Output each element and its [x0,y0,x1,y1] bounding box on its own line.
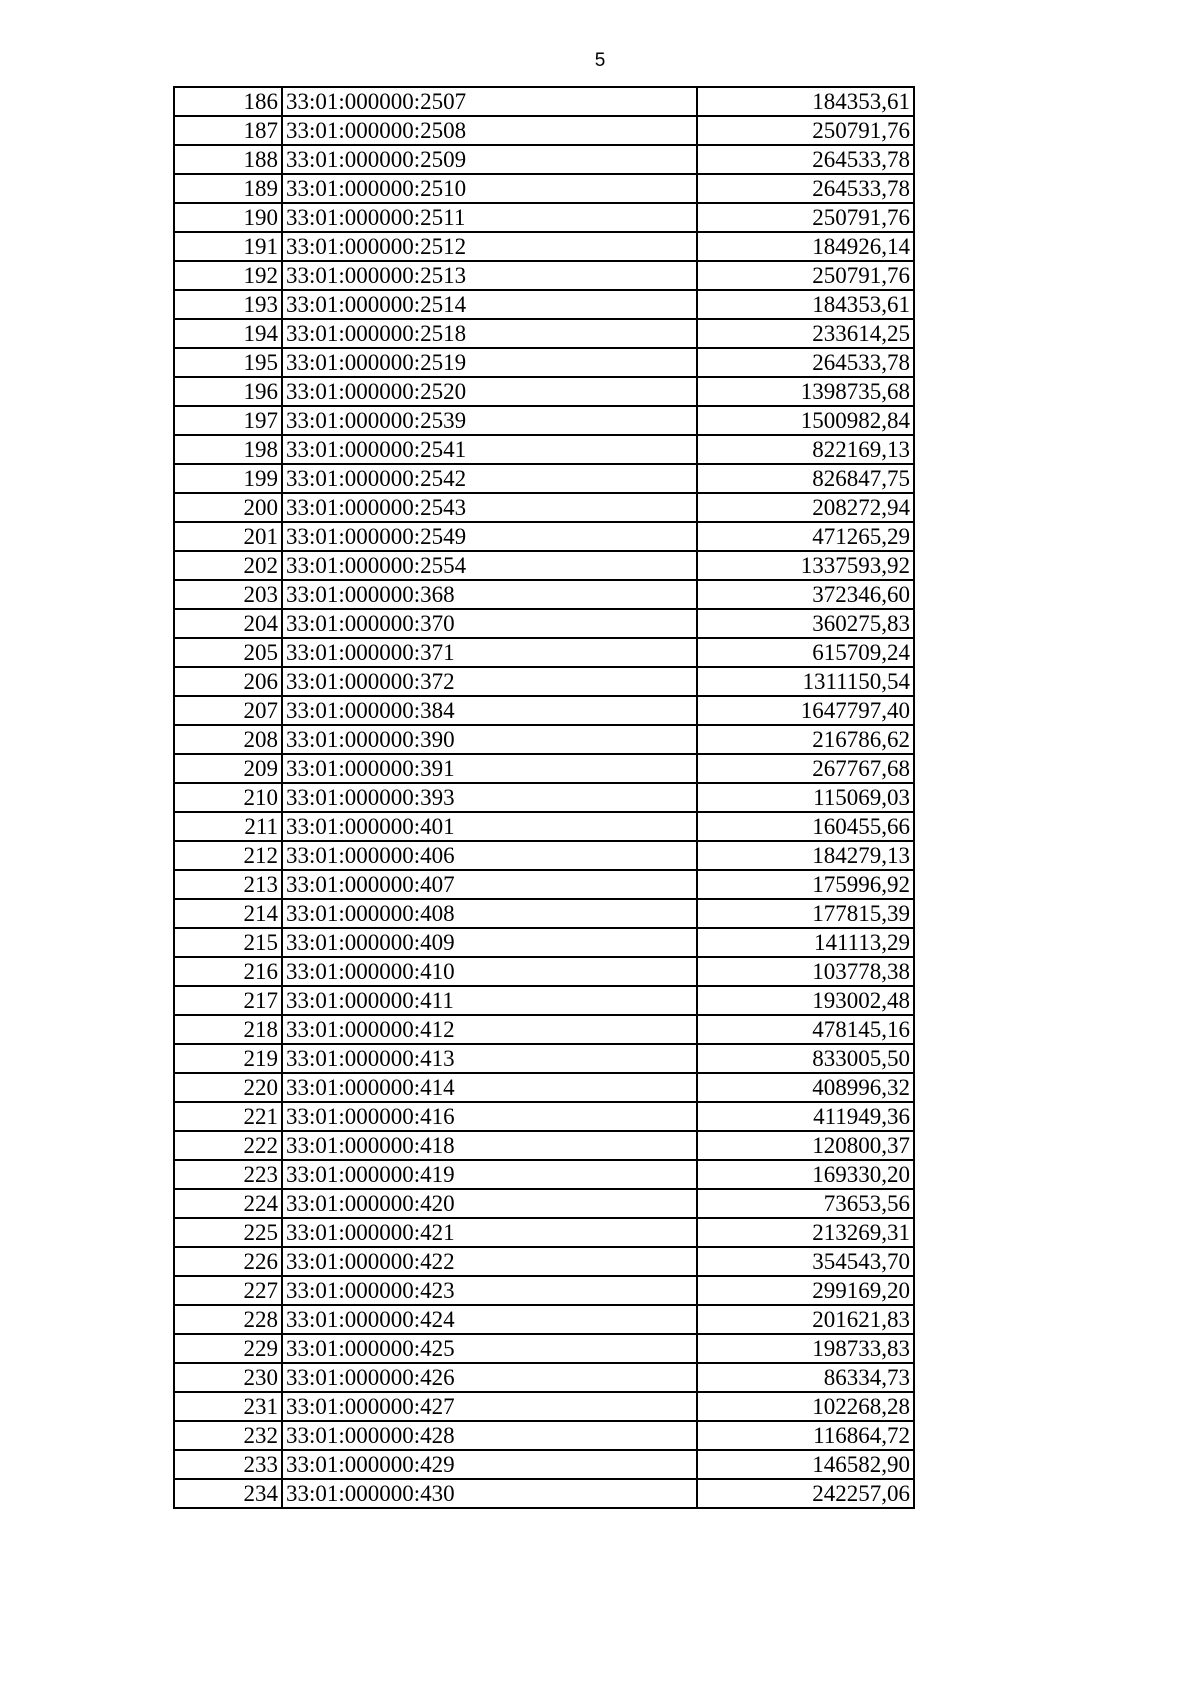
table-row [174,87,914,116]
table-row [174,1102,914,1131]
cadastral-number-cell: 33:01:000000:372 [282,667,697,696]
cadastral-number-cell: 33:01:000000:371 [282,638,697,667]
cadastral-value-cell: 86334,73 [697,1363,914,1392]
cadastral-value-cell: 233614,25 [697,319,914,348]
cadastral-number-cell: 33:01:000000:2513 [282,261,697,290]
table-row [174,580,914,609]
cadastral-number-cell: 33:01:000000:406 [282,841,697,870]
cadastral-number-cell: 33:01:000000:420 [282,1189,697,1218]
cadastral-value-cell: 184353,61 [697,87,914,116]
cadastral-number-cell: 33:01:000000:428 [282,1421,697,1450]
row-number-cell: 224 [174,1189,282,1218]
cadastral-value-cell: 242257,06 [697,1479,914,1508]
cadastral-number-cell: 33:01:000000:370 [282,609,697,638]
cadastral-value-cell: 141113,29 [697,928,914,957]
table-row [174,696,914,725]
cadastral-number-cell: 33:01:000000:419 [282,1160,697,1189]
cadastral-number-cell: 33:01:000000:409 [282,928,697,957]
cadastral-value-cell: 615709,24 [697,638,914,667]
cadastral-number-cell: 33:01:000000:411 [282,986,697,1015]
cadastral-value-cell: 103778,38 [697,957,914,986]
page-number: 5 [594,50,606,71]
cadastral-value-cell: 184279,13 [697,841,914,870]
table-row [174,841,914,870]
cadastral-value-cell: 216786,62 [697,725,914,754]
cadastral-value-cell: 833005,50 [697,1044,914,1073]
cadastral-number-cell: 33:01:000000:430 [282,1479,697,1508]
cadastral-number-cell: 33:01:000000:2543 [282,493,697,522]
row-number-cell: 199 [174,464,282,493]
table-row [174,754,914,783]
cadastral-value-cell: 175996,92 [697,870,914,899]
row-number-cell: 208 [174,725,282,754]
table-row [174,1247,914,1276]
row-number-cell: 193 [174,290,282,319]
cadastral-number-cell: 33:01:000000:412 [282,1015,697,1044]
cadastral-number-cell: 33:01:000000:427 [282,1392,697,1421]
cadastral-value-cell: 267767,68 [697,754,914,783]
cadastral-value-cell: 184926,14 [697,232,914,261]
row-number-cell: 194 [174,319,282,348]
cadastral-number-cell: 33:01:000000:2541 [282,435,697,464]
cadastral-number-cell: 33:01:000000:393 [282,783,697,812]
cadastral-number-cell: 33:01:000000:2514 [282,290,697,319]
table-row [174,609,914,638]
row-number-cell: 223 [174,1160,282,1189]
table-row [174,1421,914,1450]
row-number-cell: 195 [174,348,282,377]
table-row [174,522,914,551]
cadastral-number-cell: 33:01:000000:391 [282,754,697,783]
cadastral-number-cell: 33:01:000000:2511 [282,203,697,232]
table-row [174,1305,914,1334]
row-number-cell: 213 [174,870,282,899]
cadastral-value-cell: 120800,37 [697,1131,914,1160]
cadastral-number-cell: 33:01:000000:418 [282,1131,697,1160]
row-number-cell: 198 [174,435,282,464]
cadastral-value-cell: 264533,78 [697,174,914,203]
table-row [174,957,914,986]
cadastral-number-cell: 33:01:000000:423 [282,1276,697,1305]
row-number-cell: 217 [174,986,282,1015]
row-number-cell: 230 [174,1363,282,1392]
row-number-cell: 204 [174,609,282,638]
cadastral-number-cell: 33:01:000000:408 [282,899,697,928]
cadastral-value-cell: 299169,20 [697,1276,914,1305]
table-row [174,1392,914,1421]
table-row [174,928,914,957]
cadastral-value-cell: 177815,39 [697,899,914,928]
row-number-cell: 189 [174,174,282,203]
row-number-cell: 233 [174,1450,282,1479]
cadastral-value-cell: 408996,32 [697,1073,914,1102]
cadastral-value-cell: 1500982,84 [697,406,914,435]
row-number-cell: 227 [174,1276,282,1305]
cadastral-number-cell: 33:01:000000:2507 [282,87,697,116]
cadastral-value-cell: 193002,48 [697,986,914,1015]
row-number-cell: 188 [174,145,282,174]
table-row [174,812,914,841]
row-number-cell: 186 [174,87,282,116]
row-number-cell: 200 [174,493,282,522]
row-number-cell: 197 [174,406,282,435]
row-number-cell: 205 [174,638,282,667]
row-number-cell: 225 [174,1218,282,1247]
row-number-cell: 220 [174,1073,282,1102]
row-number-cell: 229 [174,1334,282,1363]
row-number-cell: 196 [174,377,282,406]
table-row [174,1218,914,1247]
cadastral-value-cell: 250791,76 [697,261,914,290]
row-number-cell: 221 [174,1102,282,1131]
cadastral-number-cell: 33:01:000000:2542 [282,464,697,493]
row-number-cell: 234 [174,1479,282,1508]
cadastral-value-cell: 115069,03 [697,783,914,812]
cadastral-number-cell: 33:01:000000:2518 [282,319,697,348]
row-number-cell: 210 [174,783,282,812]
table-row [174,870,914,899]
cadastral-number-cell: 33:01:000000:414 [282,1073,697,1102]
table-row [174,464,914,493]
cadastral-value-cell: 360275,83 [697,609,914,638]
cadastral-number-cell: 33:01:000000:407 [282,870,697,899]
cadastral-value-cell: 73653,56 [697,1189,914,1218]
row-number-cell: 226 [174,1247,282,1276]
cadastral-value-cell: 822169,13 [697,435,914,464]
cadastral-value-cell: 169330,20 [697,1160,914,1189]
table-row [174,232,914,261]
cadastral-number-cell: 33:01:000000:2549 [282,522,697,551]
table-row [174,116,914,145]
cadastral-value-cell: 102268,28 [697,1392,914,1421]
row-number-cell: 209 [174,754,282,783]
cadastral-value-cell: 146582,90 [697,1450,914,1479]
cadastral-number-cell: 33:01:000000:426 [282,1363,697,1392]
cadastral-number-cell: 33:01:000000:410 [282,957,697,986]
row-number-cell: 219 [174,1044,282,1073]
cadastral-number-cell: 33:01:000000:390 [282,725,697,754]
row-number-cell: 216 [174,957,282,986]
row-number-cell: 187 [174,116,282,145]
table-row [174,319,914,348]
table-row [174,1479,914,1508]
cadastral-number-cell: 33:01:000000:2512 [282,232,697,261]
cadastral-number-cell: 33:01:000000:429 [282,1450,697,1479]
cadastral-number-cell: 33:01:000000:425 [282,1334,697,1363]
cadastral-value-cell: 478145,16 [697,1015,914,1044]
table-row [174,1015,914,1044]
table-row [174,667,914,696]
cadastral-number-cell: 33:01:000000:421 [282,1218,697,1247]
row-number-cell: 191 [174,232,282,261]
cadastral-value-cell: 198733,83 [697,1334,914,1363]
row-number-cell: 214 [174,899,282,928]
cadastral-value-cell: 116864,72 [697,1421,914,1450]
row-number-cell: 215 [174,928,282,957]
cadastral-value-cell: 1398735,68 [697,377,914,406]
cadastral-number-cell: 33:01:000000:424 [282,1305,697,1334]
row-number-cell: 201 [174,522,282,551]
cadastral-number-cell: 33:01:000000:422 [282,1247,697,1276]
cadastral-value-cell: 372346,60 [697,580,914,609]
table-row [174,1363,914,1392]
cadastral-value-cell: 160455,66 [697,812,914,841]
table-row [174,1044,914,1073]
cadastral-number-cell: 33:01:000000:2554 [282,551,697,580]
table-row [174,406,914,435]
cadastral-number-cell: 33:01:000000:416 [282,1102,697,1131]
table-row [174,1073,914,1102]
cadastral-value-cell: 201621,83 [697,1305,914,1334]
cadastral-value-cell: 826847,75 [697,464,914,493]
row-number-cell: 206 [174,667,282,696]
table-row [174,290,914,319]
table-row [174,1334,914,1363]
table-row [174,1276,914,1305]
cadastral-value-cell: 250791,76 [697,116,914,145]
row-number-cell: 202 [174,551,282,580]
row-number-cell: 207 [174,696,282,725]
cadastral-number-cell: 33:01:000000:2539 [282,406,697,435]
table-body [174,87,914,1508]
table-row [174,1160,914,1189]
table-row [174,203,914,232]
table-row [174,174,914,203]
table-row [174,638,914,667]
table-row [174,1450,914,1479]
table-row [174,435,914,464]
cadastral-value-cell: 184353,61 [697,290,914,319]
table-row [174,493,914,522]
row-number-cell: 222 [174,1131,282,1160]
table-row [174,145,914,174]
cadastral-value-table [173,86,915,1509]
cadastral-value-cell: 250791,76 [697,203,914,232]
cadastral-value-cell: 1647797,40 [697,696,914,725]
table-row [174,725,914,754]
cadastral-value-cell: 213269,31 [697,1218,914,1247]
cadastral-value-cell: 264533,78 [697,145,914,174]
cadastral-number-cell: 33:01:000000:384 [282,696,697,725]
cadastral-value-cell: 1311150,54 [697,667,914,696]
table-row [174,377,914,406]
row-number-cell: 228 [174,1305,282,1334]
cadastral-number-cell: 33:01:000000:413 [282,1044,697,1073]
cadastral-number-cell: 33:01:000000:401 [282,812,697,841]
table-row [174,1131,914,1160]
cadastral-value-cell: 354543,70 [697,1247,914,1276]
cadastral-number-cell: 33:01:000000:2520 [282,377,697,406]
table-row [174,1189,914,1218]
cadastral-number-cell: 33:01:000000:2519 [282,348,697,377]
row-number-cell: 218 [174,1015,282,1044]
cadastral-number-cell: 33:01:000000:2510 [282,174,697,203]
table-row [174,783,914,812]
cadastral-value-cell: 471265,29 [697,522,914,551]
table-row [174,986,914,1015]
row-number-cell: 190 [174,203,282,232]
row-number-cell: 232 [174,1421,282,1450]
table-row [174,348,914,377]
cadastral-number-cell: 33:01:000000:2509 [282,145,697,174]
row-number-cell: 212 [174,841,282,870]
cadastral-value-cell: 208272,94 [697,493,914,522]
row-number-cell: 211 [174,812,282,841]
table-row [174,551,914,580]
cadastral-value-cell: 264533,78 [697,348,914,377]
table-row [174,261,914,290]
table-row [174,899,914,928]
cadastral-value-cell: 411949,36 [697,1102,914,1131]
row-number-cell: 231 [174,1392,282,1421]
cadastral-value-cell: 1337593,92 [697,551,914,580]
cadastral-number-cell: 33:01:000000:368 [282,580,697,609]
row-number-cell: 192 [174,261,282,290]
row-number-cell: 203 [174,580,282,609]
cadastral-number-cell: 33:01:000000:2508 [282,116,697,145]
